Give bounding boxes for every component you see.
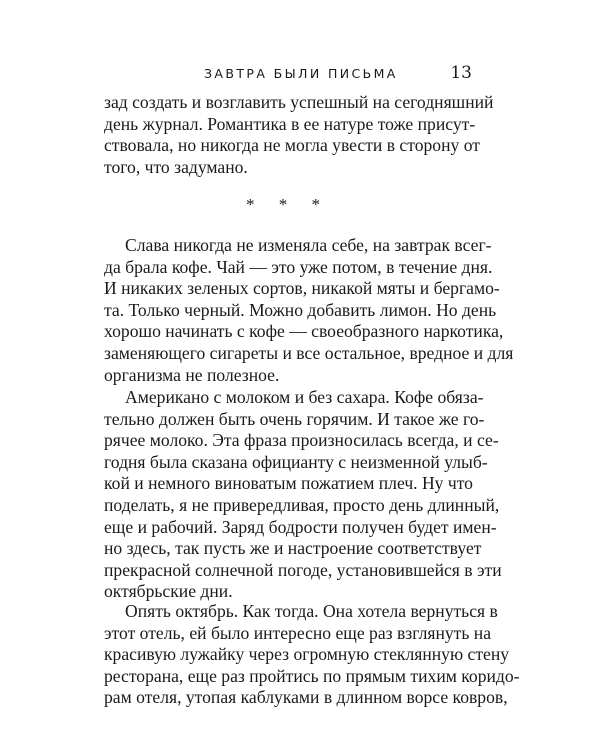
text-line: годня была сказана официанту с неизменной улыб- [104, 451, 488, 472]
text-line: поделать, я не привередливая, просто день длинный, [104, 494, 500, 515]
paragraph-october [104, 601, 520, 709]
text-line: октябрьские дни. [104, 581, 233, 602]
text-line: тельно должен быть очень горячим. И такое же го- [104, 408, 485, 429]
page-header [104, 63, 472, 88]
text-line: заменяющего сигареты и все остальное, вредное и для [104, 342, 514, 363]
section-separator: * * * [246, 195, 330, 214]
running-title: ЗАВТРА БЫЛИ ПИСЬМА [204, 66, 398, 81]
text-line: И никаких зеленых сортов, никакой мяты и бергамо- [104, 278, 500, 299]
text-line: ствовала, но никогда не могла увести в сторону от [104, 135, 480, 156]
text-line: зад создать и возглавить успешный на сегодняшний [104, 92, 494, 112]
text-line: Опять октябрь. Как тогда. Она хотела вернуться в [125, 601, 498, 621]
text-line: день журнал. Романтика в ее натуре тоже присут- [104, 113, 476, 134]
text-line: да брала кофе. Чай — это уже потом, в течение дня. [104, 256, 493, 277]
text-line: красивую лужайку через огромную стеклянную стену [104, 644, 510, 665]
text-line: того, что задумано. [104, 156, 248, 177]
text-line: но здесь, так пусть же и настроение соответствует [104, 538, 482, 559]
text-line: организма не полезное. [104, 364, 280, 385]
text-line: Слава никогда не изменяла себе, на завтрак всег- [125, 235, 492, 255]
text-line: прекрасной солнечной погоде, установившейся в эти [104, 559, 502, 580]
text-line: этот отель, ей было интересно еще раз взглянуть на [104, 622, 492, 643]
text-line: Американо с молоком и без сахара. Кофе обяза- [125, 387, 484, 407]
paragraph-continuation [104, 92, 494, 178]
text-line: еще и рабочий. Заряд бодрости получен будет имен- [104, 516, 497, 537]
text-line: кой и немного виноватым пожатием плеч. Ну что [104, 473, 473, 494]
text-line: рам отеля, утопая каблуками в длинном ворсе ковров, [104, 687, 508, 708]
text-line: та. Только черный. Можно добавить лимон. Но день [104, 299, 497, 320]
text-line: ресторана, еще раз пройтись по прямым тихим коридо- [104, 665, 520, 686]
paragraph-coffee [104, 235, 514, 386]
text-line: рячее молоко. Эта фраза произносилась всегда, и се- [104, 430, 499, 451]
paragraph-americano [104, 387, 502, 603]
text-line: хорошо начинать с кофе — своеобразного наркотика, [104, 321, 504, 342]
page-number: 13 [450, 63, 472, 83]
